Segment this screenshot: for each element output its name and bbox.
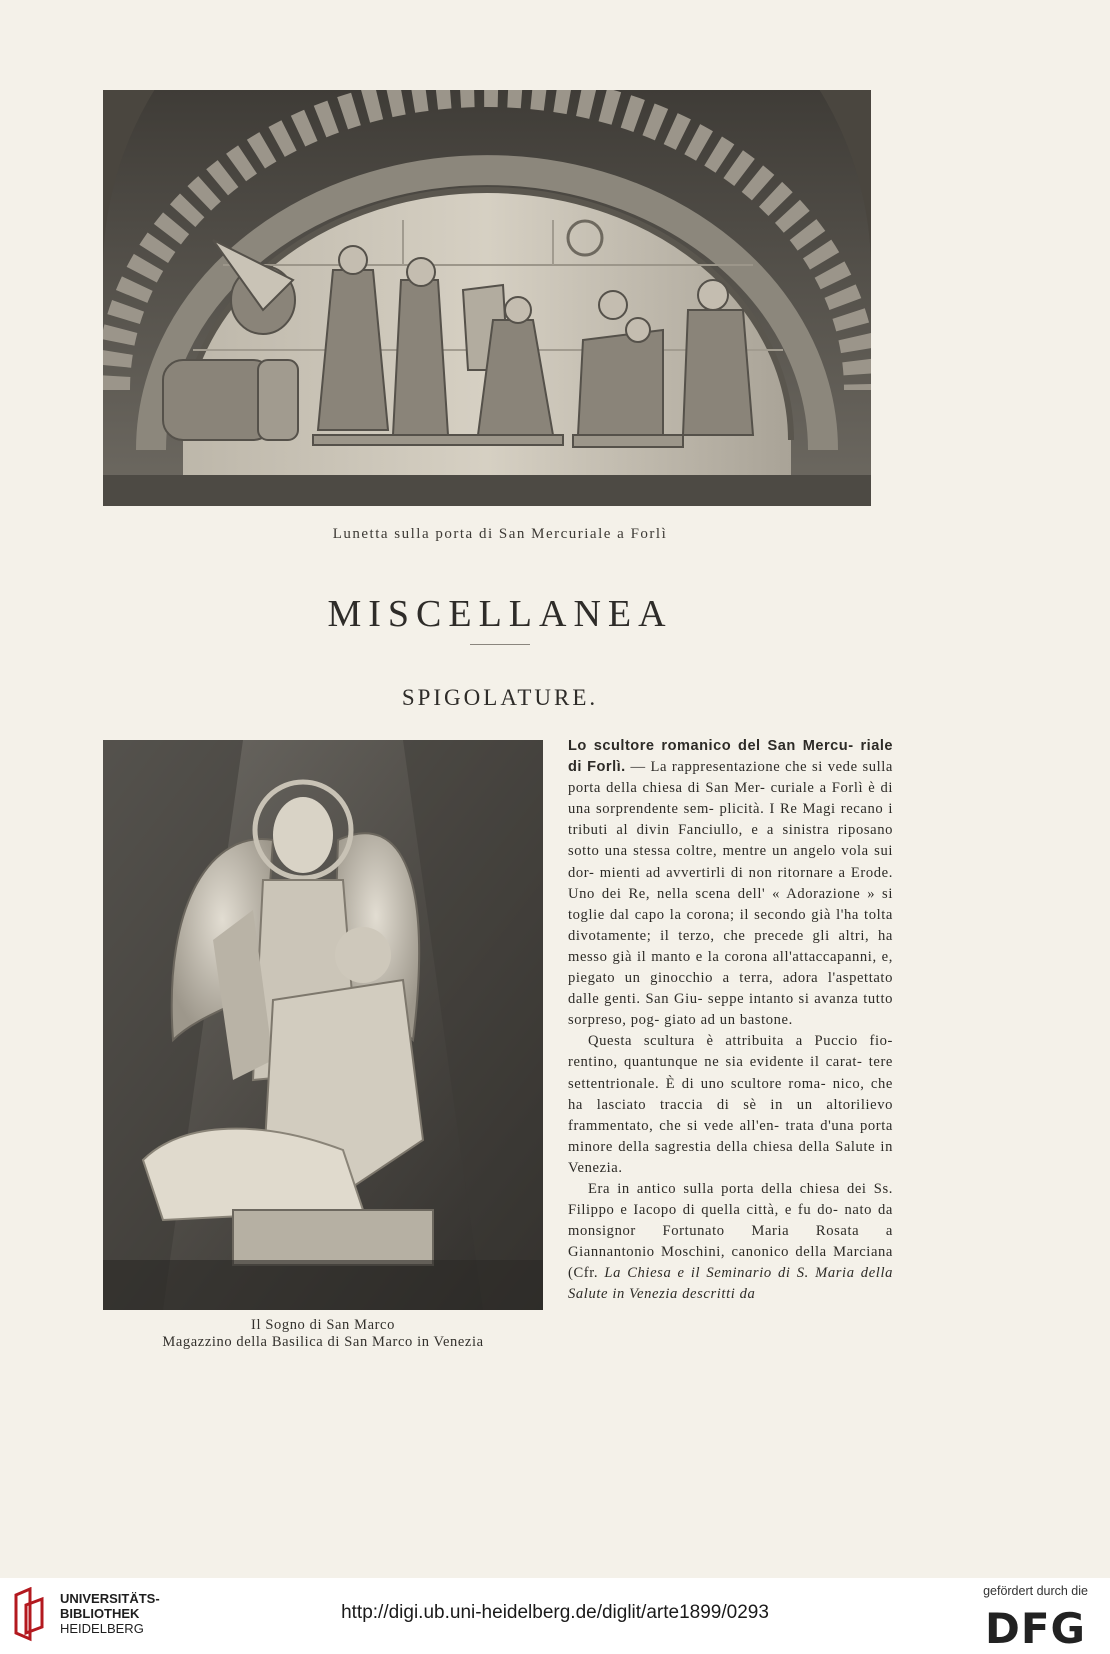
article-citation: La Chiesa e il Seminario di S. Maria della Salute in Venezia descritti da: [568, 1265, 893, 1303]
lunette-caption: Lunetta sulla porta di San Mercuriale a Forlì: [332, 526, 668, 542]
article-paragraph-1-text: — La rappresentazione che si vede sulla porta della chiesa di San Mer- curiale a Forlì è di una sorprendente sem- plicità. I Re Magi recano i tributi al divin Fanciullo, e a sinistra riposano sotto una stessa coltre, mentre un angelo vola sui dor- mienti ad avvertirli di non ritornare a Erode. Uno dei Re, nella scena dell' « Adorazione » si toglie dal capo la corona; il secondo già l'ha tolta divotamente; il terzo, che precede gli altri, ha messo già il manto e la corona all'attaccapanni, e, piegato un ginocchio a terra, adora l'aspettato dalle genti. San Giu- seppe intanto si avanza tutto sorpreso, pog- giato ad un bastone.: [568, 759, 894, 1029]
angel-caption: [103, 1317, 543, 1351]
funding-note: gefördert durch die: [983, 1584, 1088, 1598]
library-name-line-1: UNIVERSITÄTS-: [60, 1591, 160, 1606]
angel-caption-title: Il Sogno di San Marco: [251, 1317, 395, 1333]
article-paragraph-1: [568, 736, 893, 1031]
footer-bar: [0, 1578, 1110, 1654]
subsection-title: SPIGOLATURE.: [401, 685, 599, 710]
article-paragraph-3-text: Era in antico sulla porta della chiesa dei Ss. Filippo e Iacopo di quella città, e fu do- nato da monsignor Fortunato Maria Rosata a Giannantonio Moschini, canonico della Marciana (Cfr.: [568, 1180, 893, 1282]
article-paragraph-3: [568, 1179, 893, 1306]
article-text: [568, 736, 893, 1306]
title-divider: [470, 644, 530, 645]
footer-url-link[interactable]: http://digi.ub.uni-heidelberg.de/diglit/arte1899/0293: [341, 1602, 769, 1623]
lunette-photo: [103, 90, 871, 506]
section-title: MISCELLANEA: [327, 593, 673, 635]
angel-caption-location: Magazzino della Basilica di San Marco in Venezia: [162, 1334, 484, 1350]
article-lead-title: Lo scultore romanico del San Mercu- riale di Forlì.: [568, 738, 893, 776]
article-paragraph-2: Questa scultura è attribuita a Puccio fio- rentino, quantunque ne sia evidente il carat- tere settentrionale. È di uno scultore roma- nico, che ha lasciato traccia di sè in un altorilievo frammentato, che si vede all'en- trata d'una porta minore della sagrestia della chiesa della Salute in Venezia.: [568, 1033, 893, 1176]
dfg-logo: DFG: [984, 1604, 1086, 1653]
angel-photo: [103, 740, 543, 1310]
library-name-line-3: HEIDELBERG: [60, 1621, 144, 1636]
library-name-line-2: BIBLIOTHEK: [60, 1606, 140, 1621]
